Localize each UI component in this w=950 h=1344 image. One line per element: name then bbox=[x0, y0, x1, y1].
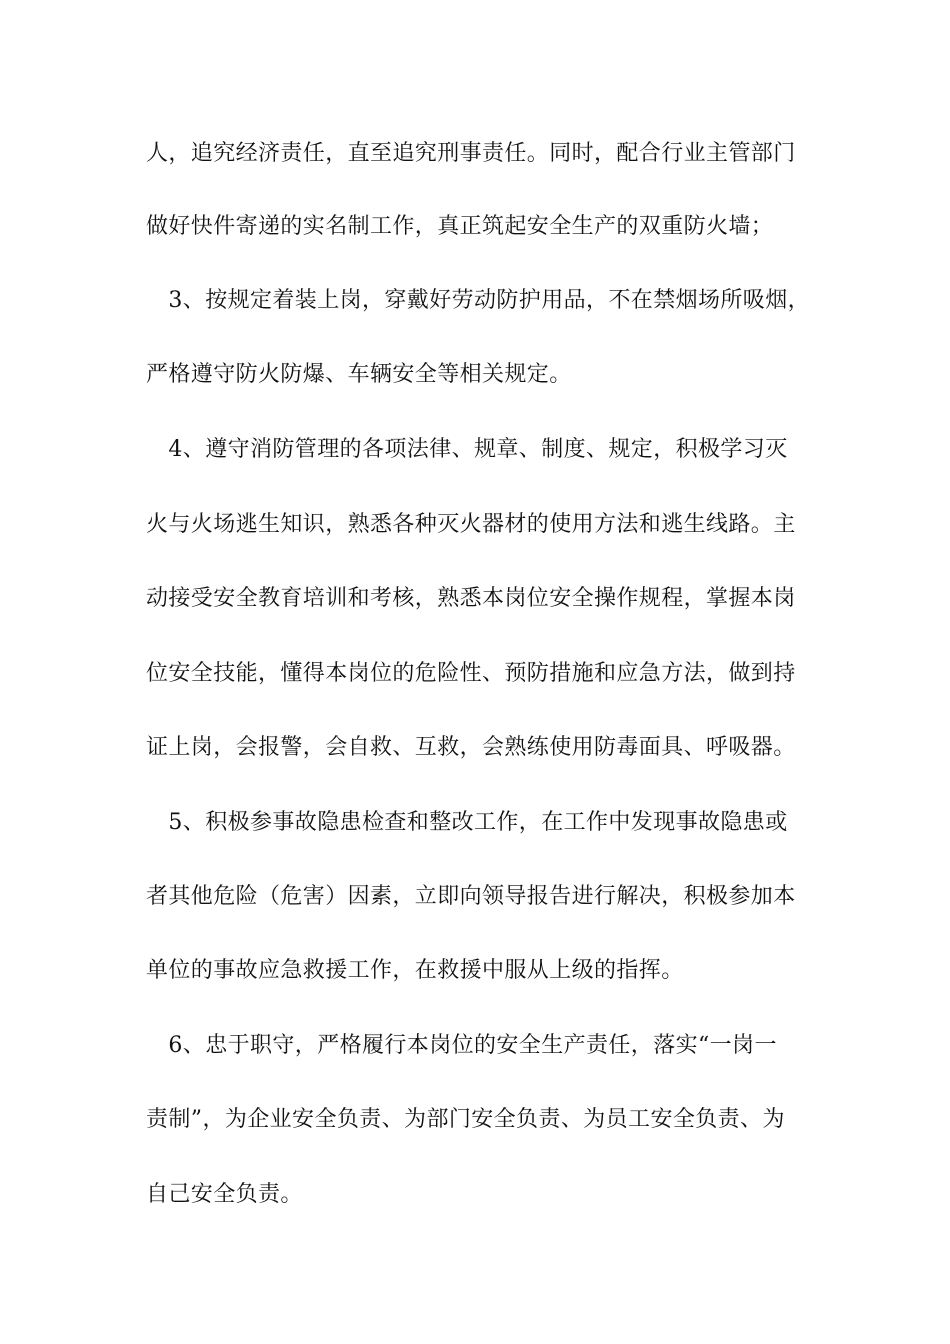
text-line: 6、忠于职守，严格履行本岗位的安全生产责任，落实“一岗一 bbox=[146, 1033, 777, 1058]
text-line: 4、遵守消防管理的各项法律、规章、制度、规定，积极学习灭 bbox=[146, 437, 788, 462]
text-line: 证上岗，会报警，会自救、互救，会熟练使用防毒面具、呼吸器。 bbox=[146, 735, 796, 760]
text-line: 人，追究经济责任，直至追究刑事责任。同时，配合行业主管部门 bbox=[146, 141, 796, 166]
text-line: 自己安全负责。 bbox=[146, 1182, 303, 1207]
text-line: 责制”，为企业安全负责、为部门安全负责、为员工安全负责、为 bbox=[146, 1107, 785, 1132]
text-line: 严格遵守防火防爆、车辆安全等相关规定。 bbox=[146, 362, 572, 387]
text-line: 单位的事故应急救援工作，在救援中服从上级的指挥。 bbox=[146, 958, 684, 983]
text-line: 做好快件寄递的实名制工作，真正筑起安全生产的双重防火墙； bbox=[146, 214, 774, 239]
text-line: 动接受安全教育培训和考核，熟悉本岗位安全操作规程，掌握本岗 bbox=[146, 586, 796, 611]
text-line: 火与火场逃生知识，熟悉各种灭火器材的使用方法和逃生线路。主 bbox=[146, 512, 796, 537]
text-line: 位安全技能，懂得本岗位的危险性、预防措施和应急方法，做到持 bbox=[146, 661, 796, 686]
text-line: 3、按规定着装上岗，穿戴好劳动防护用品，不在禁烟场所吸烟， bbox=[146, 288, 810, 313]
text-line: 者其他危险（危害）因素，立即向领导报告进行解决，积极参加本 bbox=[146, 884, 796, 909]
text-line: 5、积极参事故隐患检查和整改工作，在工作中发现事故隐患或 bbox=[146, 810, 788, 835]
